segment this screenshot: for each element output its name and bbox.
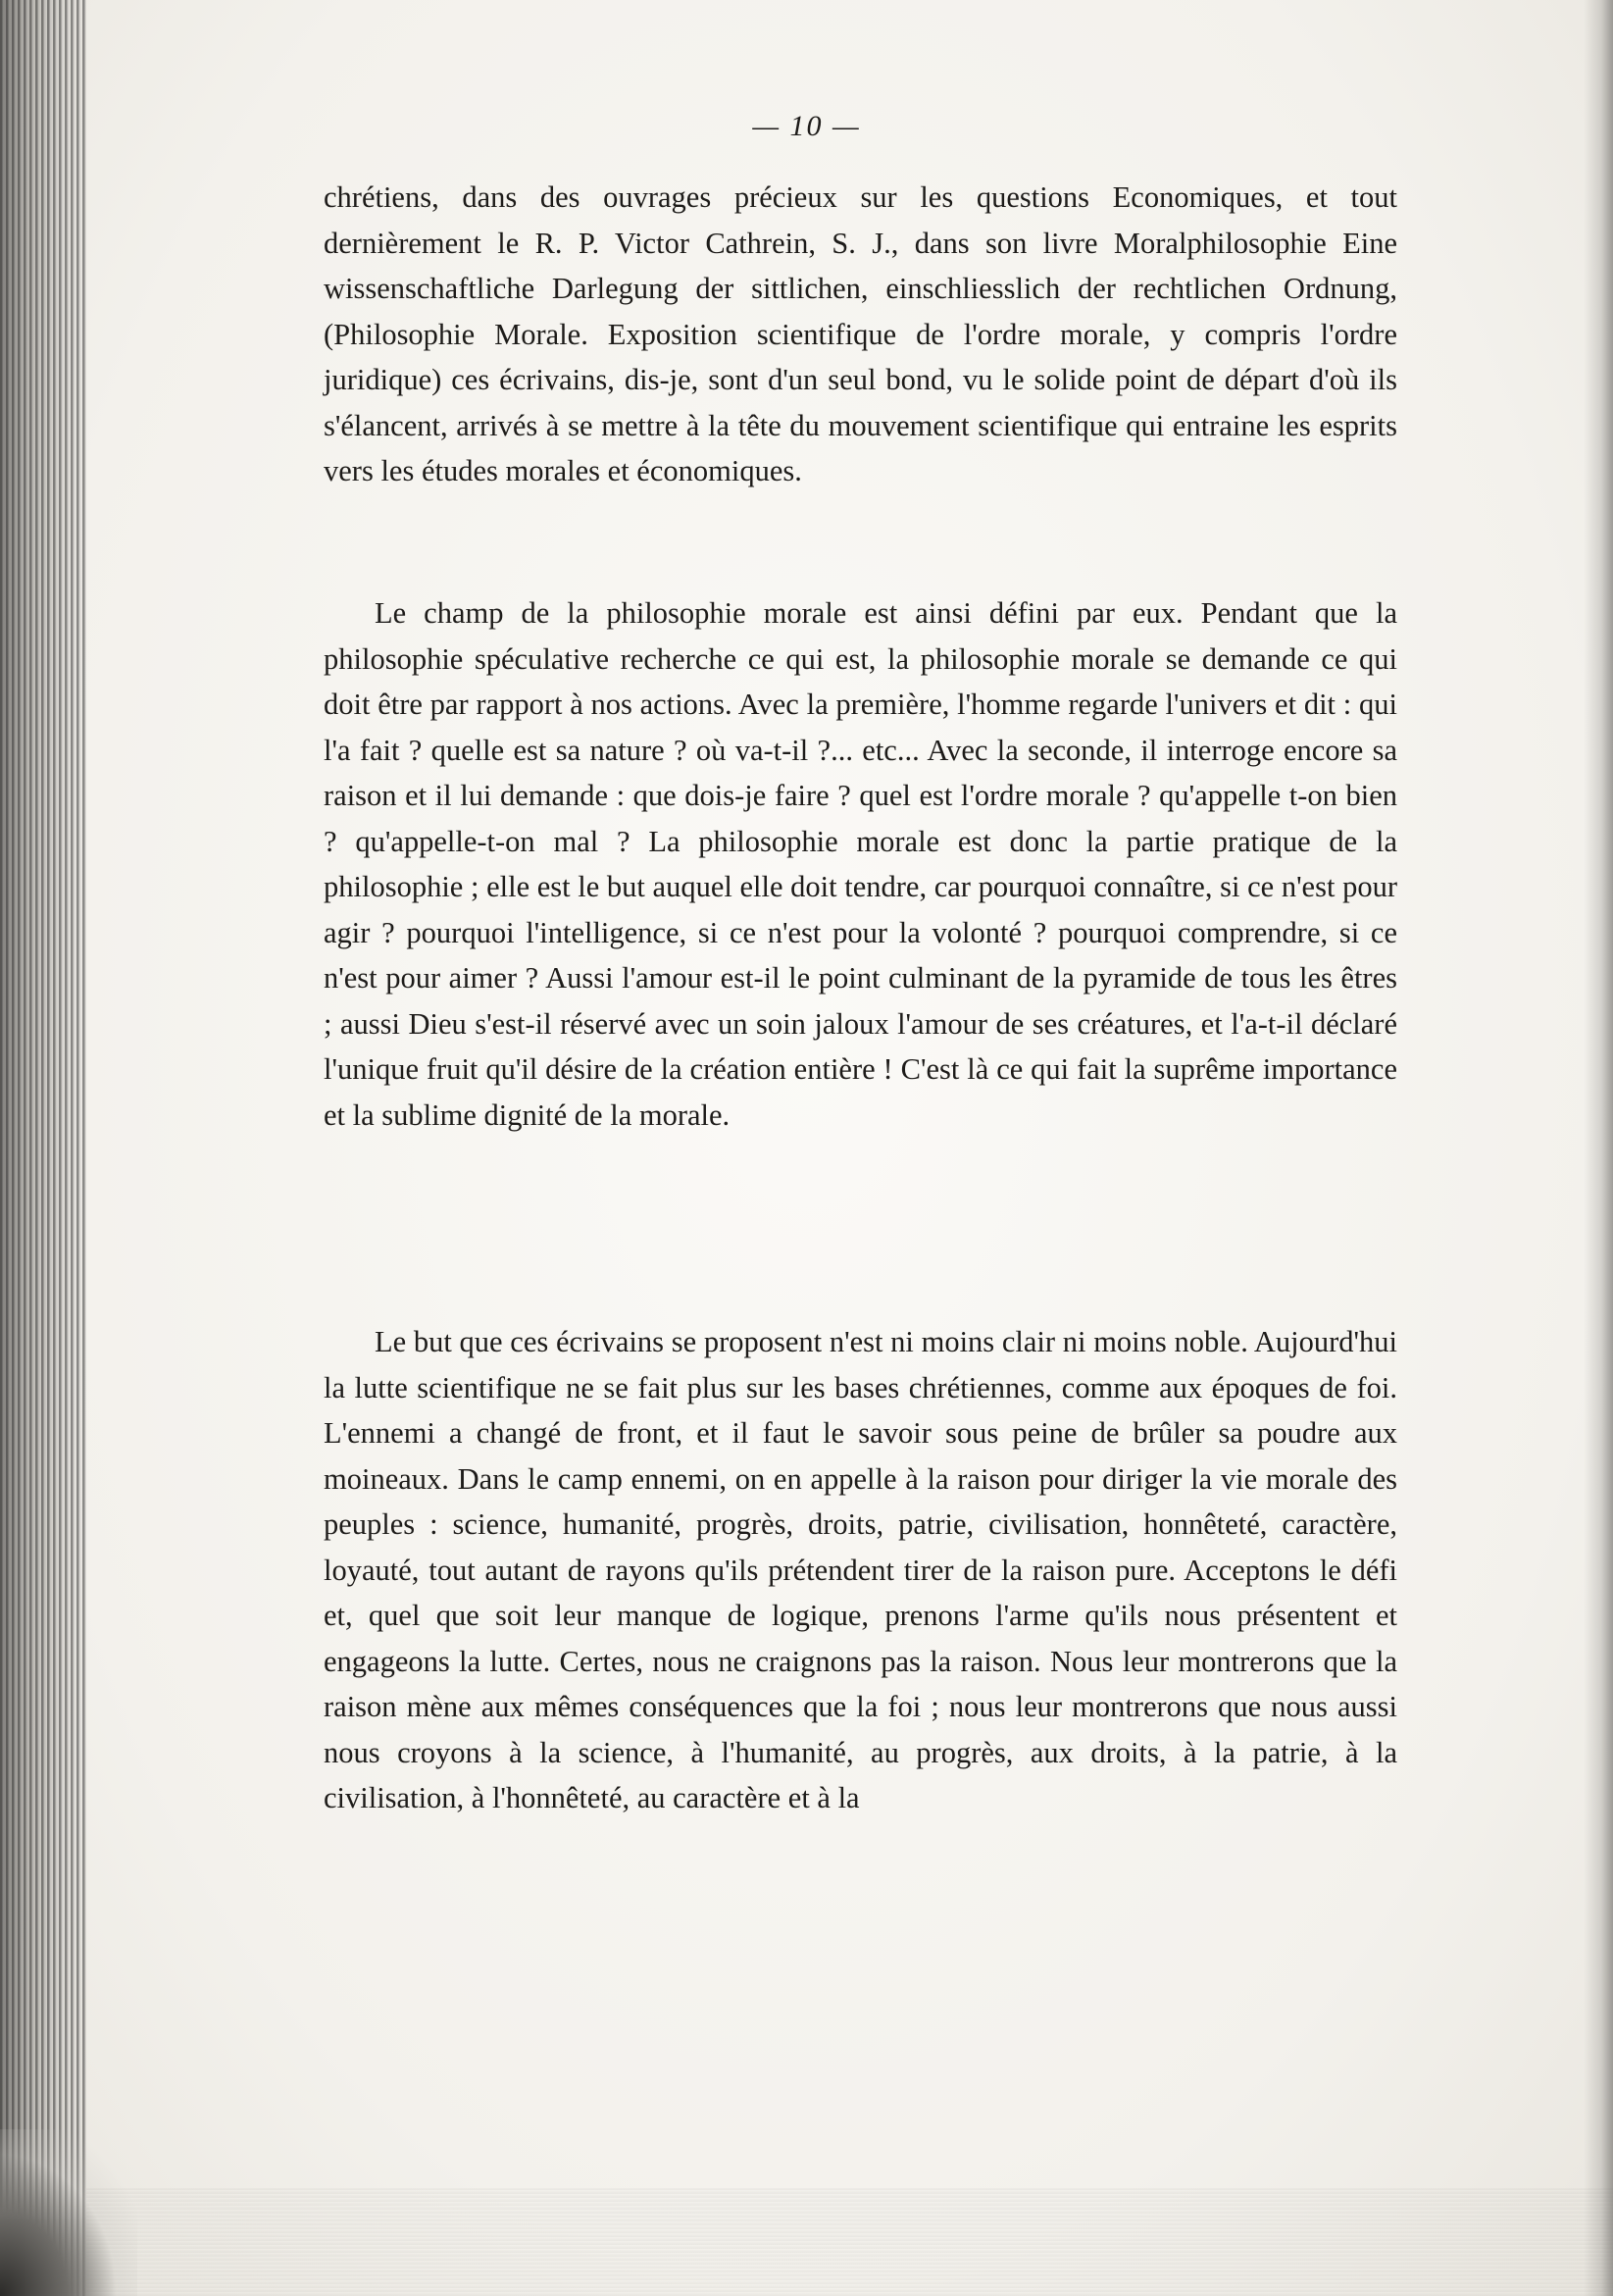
paragraph-2-block xyxy=(324,590,1397,1138)
paragraph-2: Le champ de la philosophie morale est ainsi défini par eux. Pendant que la philosophie spéculative recherche ce qui est, la philosophie morale se demande ce qui doit être par rapport à nos actions. Avec la première, l'homme regarde l'univers et dit : qui l'a fait ? quelle est sa nature ? où va-t-il ?... etc... Avec la seconde, il interroge encore sa raison et il lui demande : que dois-je faire ? quel est l'ordre morale ? qu'appelle t-on bien ? qu'appelle-t-on mal ? La philosophie morale est donc la partie pratique de la philosophie ; elle est le but auquel elle doit tendre, car pourquoi connaître, si ce n'est pour agir ? pourquoi l'intelligence, si ce n'est pour la volonté ? pourquoi comprendre, si ce n'est pour aimer ? Aussi l'amour est-il le point culminant de la pyramide de tous les êtres ; aussi Dieu s'est-il réservé avec un soin jaloux l'amour de ses créatures, et l'a-t-il déclaré l'unique fruit qu'il désire de la création entière ! C'est là ce qui fait la suprême importance et la sublime dignité de la morale. xyxy=(324,596,1397,1132)
book-binding-edge xyxy=(0,0,86,2296)
scan-noise xyxy=(86,2188,1613,2296)
page-right-edge xyxy=(1584,0,1613,2296)
paragraph-3-block xyxy=(324,1319,1397,1821)
paragraph-3: Le but que ces écrivains se proposent n'est ni moins clair ni moins noble. Aujourd'hui la lutte scientifique ne se fait plus sur les bases chrétiennes, comme aux époques de foi. L'ennemi a changé de front, et il faut le savoir sous peine de brûler sa poudre aux moineaux. Dans le camp ennemi, on en appelle à la raison pour diriger la vie morale des peuples : science, humanité, progrès, droits, patrie, civilisation, honnêteté, caractère, loyauté, tout autant de rayons qu'ils prétendent tirer de la raison pure. Acceptons le défi et, quel que soit leur manque de logique, prenons l'arme qu'ils nous présentent et engageons la lutte. Certes, nous ne craignons pas la raison. Nous leur montrerons que la raison mène aux mêmes conséquences que la foi ; nous leur montrerons que nous aussi nous croyons à la science, à l'humanité, au progrès, aux droits, à la patrie, à la civilisation, à l'honnêteté, au caractère et à la xyxy=(324,1325,1397,1814)
paragraph-1: chrétiens, dans des ouvrages précieux sur les questions Economiques, et tout dernièrement le R. P. Victor Cathrein, S. J., dans son livre Moralphilosophie Eine wissenschaftliche Darlegung der sittlichen, einschliesslich der rechtlichen Ordnung, (Philosophie Morale. Exposition scientifique de l'ordre morale, y compris l'ordre juridique) ces écrivains, dis-je, sont d'un seul bond, vu le solide point de départ d'où ils s'élancent, arrivés à se mettre à la tête du mouvement scientifique qui entraine les esprits vers les études morales et économiques. xyxy=(324,180,1397,487)
paragraph-1-block xyxy=(324,175,1397,494)
page-number: — 10 — xyxy=(752,110,861,142)
